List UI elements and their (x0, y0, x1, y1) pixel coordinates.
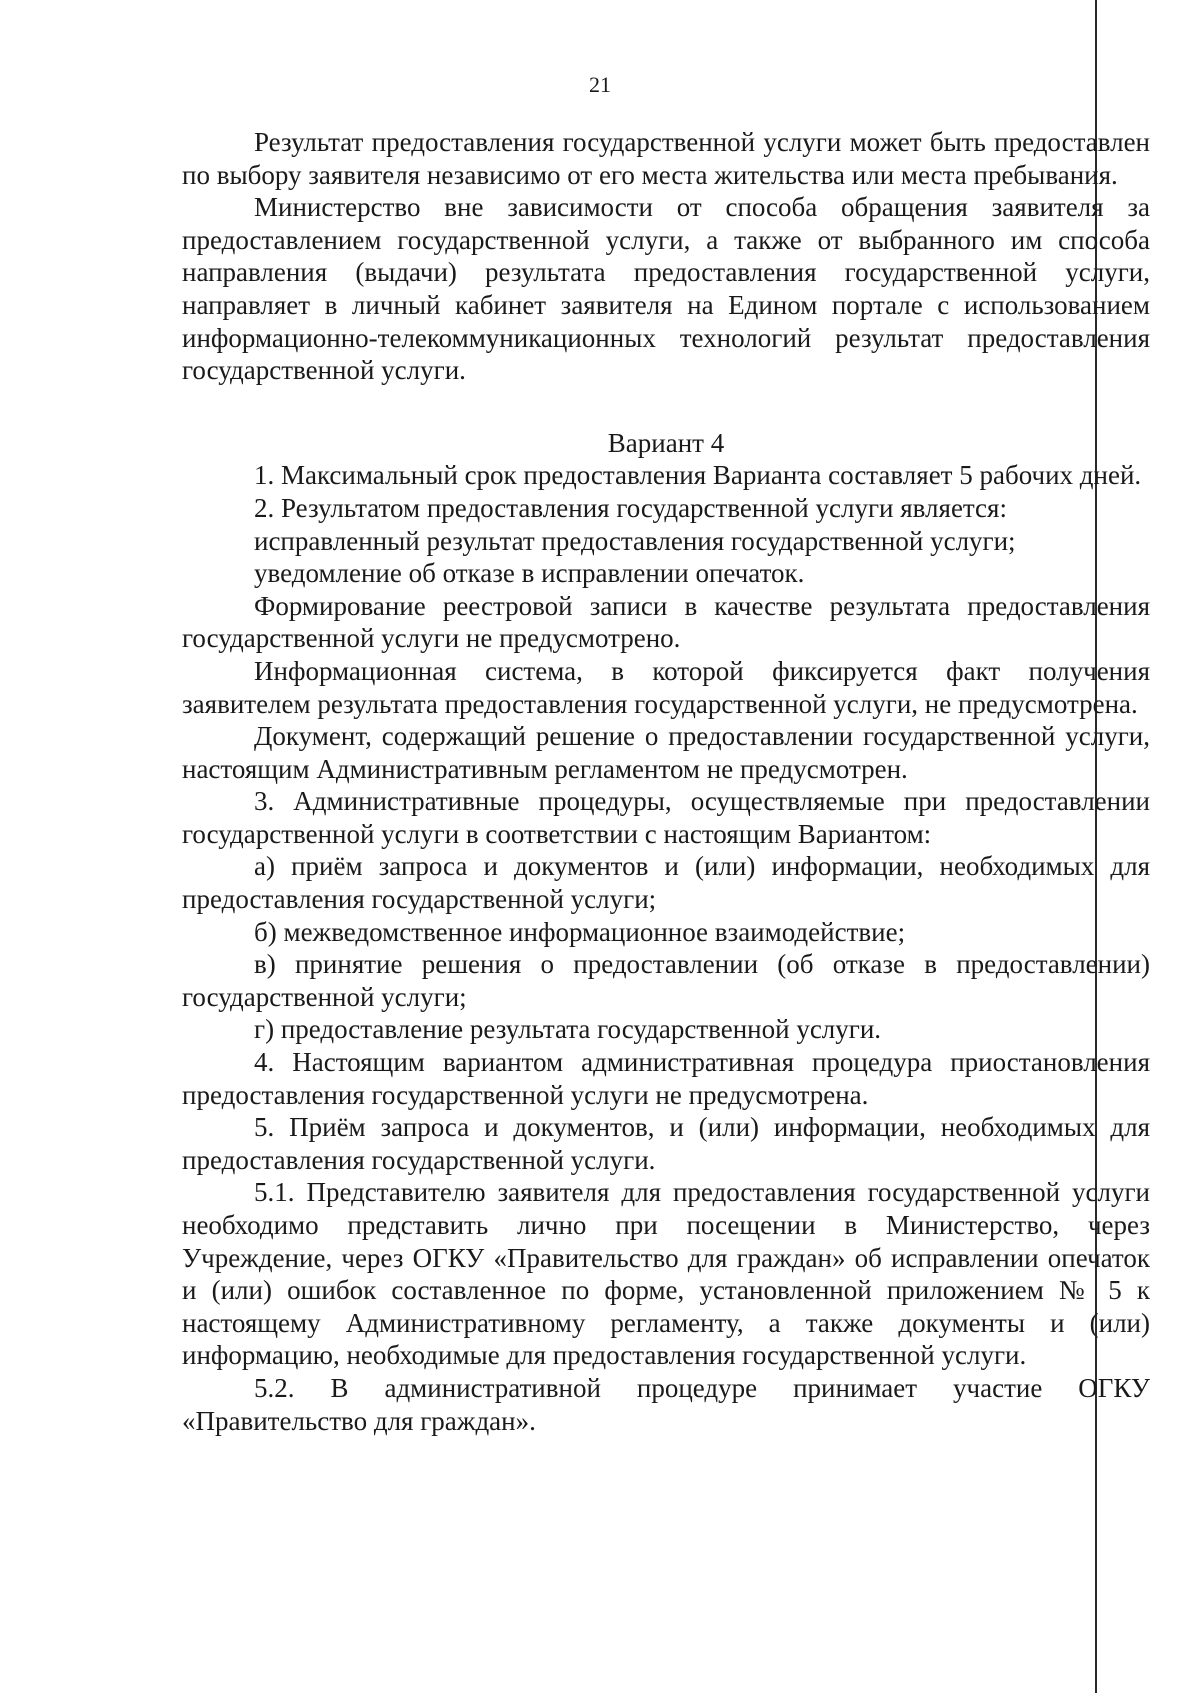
paragraph-suspension: 4. Настоящим вариантом административная процедура приостановления предоставления государственной услуги не предусмотрена. (182, 1047, 1150, 1110)
paragraph-registry-record: Формирование реестровой записи в качестве результата предоставления государственной услуги не предусмотрено. (182, 590, 1150, 654)
list-item-g: г) предоставление результата государственной услуги. (254, 1014, 882, 1045)
paragraph-corrected-result: исправленный результат предоставления государственной услуги; (254, 525, 1016, 556)
section-heading-variant-4: Вариант 4 (607, 427, 725, 458)
paragraph-refusal-notice: уведомление об отказе в исправлении опечаток. (254, 558, 805, 589)
list-item-b: б) межведомственное информационное взаимодействие; (254, 916, 906, 947)
paragraph-info-system: Информационная система, в которой фиксируется факт получения заявителем результата предоставления государственной услуги, не предусмотрена. (182, 655, 1150, 719)
paragraph-5-1: 5.1. Представителю заявителя для предоставления государственной услуги необходимо представить лично при посещении в Министерство, через Учреждение, через ОГКУ «Правительство для граждан» об исправлении опечаток и (или) ошибок составленное по форме, установленной приложением № 5 к настоящему Административному регламенту, а также документы и (или) информацию, необходимые для предоставления государственной услуги. (182, 1177, 1150, 1371)
paragraph-request-intake: 5. Приём запроса и документов, и (или) информации, необходимых для предоставления государственной услуги. (182, 1112, 1150, 1175)
paragraph-decision-document: Документ, содержащий решение о предоставлении государственной услуги, настоящим Административным регламентом не предусмотрен. (182, 721, 1150, 784)
paragraph-ministry-cabinet: Министерство вне зависимости от способа обращения заявителя за предоставлением государственной услуги, а также от выбранного им способа направления (выдачи) результата предоставления государственной услуги, направляет в личный кабинет заявителя на Едином портале с использованием информационно-телекоммуникационных технологий результат предоставления государственной услуги. (182, 192, 1150, 386)
paragraph-admin-procedures: 3. Административные процедуры, осуществляемые при предоставлении государственной услуги в соответствии с настоящим Вариантом: (182, 786, 1150, 849)
document-body (182, 126, 1150, 1437)
paragraph-result-is: 2. Результатом предоставления государственной услуги является: (254, 492, 1007, 523)
paragraph-result-choice: Результат предоставления государственной услуги может быть предоставлен по выбору заявителя независимо от его места жительства или места пребывания. (182, 127, 1150, 190)
list-item-v: в) принятие решения о предоставлении (об отказе в предоставлении) государственной услуги; (182, 949, 1150, 1012)
page-number: 21 (589, 72, 611, 97)
paragraph-max-term: 1. Максимальный срок предоставления Варианта составляет 5 рабочих дней. (254, 460, 1142, 491)
paragraph-5-2: 5.2. В административной процедуре принимает участие ОГКУ «Правительство для граждан». (182, 1372, 1150, 1436)
list-item-a: а) приём запроса и документов и (или) информации, необходимых для предоставления государственной услуги; (182, 851, 1150, 915)
